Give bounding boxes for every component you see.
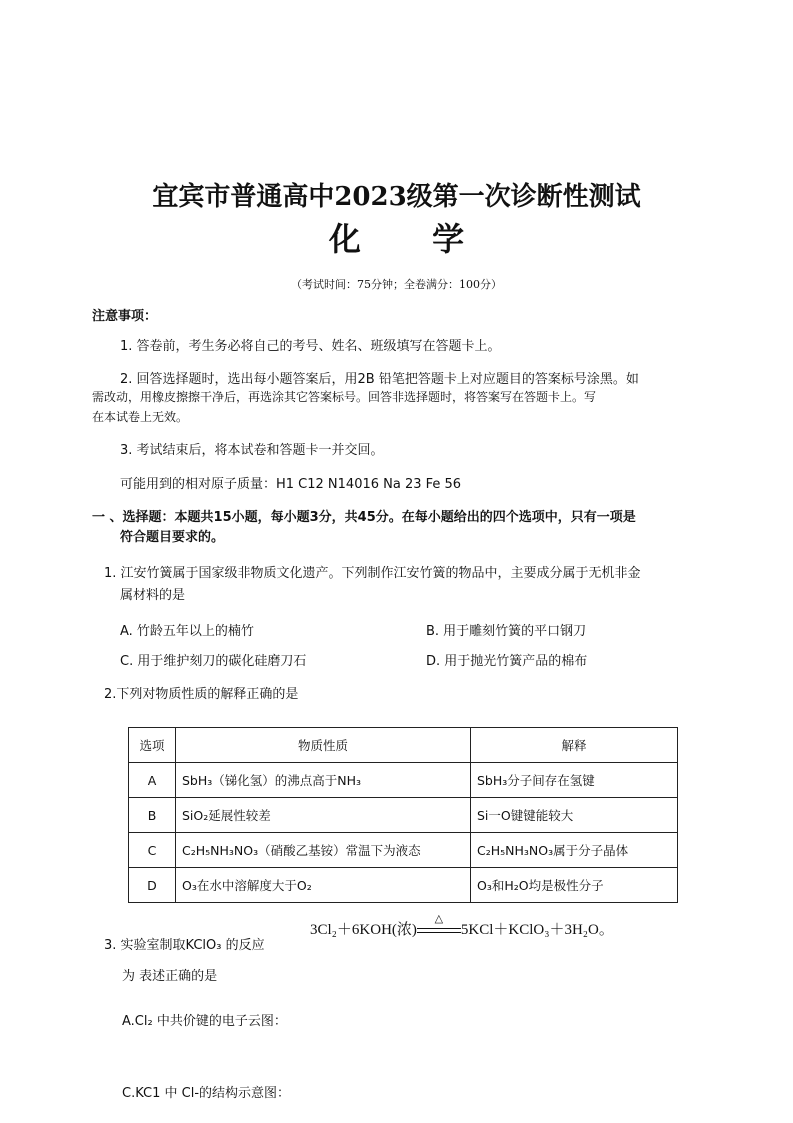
- subject-title: 化 学: [328, 220, 495, 258]
- header-option: 选项: [129, 728, 176, 763]
- notice-item-2-line-1: 2. 回答选择题时，选出每小题答案后，用2B 铅笔把答题卡上对应题目的答案标号涂黑。如: [120, 372, 639, 387]
- notice-item-2-line-2: 需改动，用橡皮擦擦干净后，再选涂其它答案标号。回答非选择题时，将答案写在答题卡上。写: [92, 390, 597, 404]
- equation-products: 5KCl＋KClO₃＋3H₂O。: [460, 922, 614, 938]
- row-explanation: C₂H₅NH₃NO₃属于分子晶体: [471, 833, 678, 868]
- q1-option-d: D. 用于抛光竹簧产品的棉布: [426, 654, 588, 669]
- row-property: C₂H₅NH₃NO₃（硝酸乙基铵）常温下为液态: [176, 833, 471, 868]
- q3-option-a: A.Cl₂ 中共价键的电子云图：: [122, 1014, 287, 1029]
- row-property: O₃在水中溶解度大于O₂: [176, 868, 471, 903]
- exam-info: （考试时间：75分钟；全卷满分：100分）: [291, 278, 502, 291]
- row-explanation: Si一O键键能较大: [471, 798, 678, 833]
- table-row: [129, 868, 678, 903]
- notice-item-3: 3. 考试结束后，将本试卷和答题卡一并交回。: [120, 443, 384, 458]
- notice-item-2-line-3: 在本试卷上无效。: [92, 410, 189, 424]
- section-1-heading-cont: 符合题目要求的。: [120, 530, 225, 545]
- table-row: [129, 833, 678, 868]
- row-property: SiO₂延展性较差: [176, 798, 471, 833]
- heat-symbol: △: [434, 913, 444, 925]
- q1-option-b: B. 用于雕刻竹簧的平口钢刀: [426, 624, 587, 639]
- q1-option-a: A. 竹龄五年以上的楠竹: [120, 624, 254, 639]
- q1-option-c: C. 用于维护刻刀的碳化硅磨刀石: [120, 654, 307, 669]
- row-option: C: [129, 833, 176, 868]
- q1-stem: 1. 江安竹簧属于国家级非物质文化遗产。下列制作江安竹簧的物品中，主要成分属于无机非金: [104, 566, 641, 581]
- exam-title: 宜宾市普通高中2023级第一次诊断性测试: [152, 182, 641, 212]
- heating-arrow: [417, 913, 461, 939]
- notice-heading: 注意事项：: [92, 309, 158, 324]
- table-row: [129, 798, 678, 833]
- row-option: B: [129, 798, 176, 833]
- row-explanation: O₃和H₂O均是极性分子: [471, 868, 678, 903]
- header-explanation: 解释: [471, 728, 678, 763]
- row-explanation: SbH₃分子间存在氢键: [471, 763, 678, 798]
- section-1-heading: 一 、选择题：本题共15小题，每小题3分，共45分。在每小题给出的四个选项中，只有一项是: [92, 510, 636, 525]
- q3-option-c: C.KC1 中 Cl-的结构示意图：: [122, 1086, 291, 1101]
- notice-item-1: 1. 答卷前，考生务必将自己的考号、姓名、班级填写在答题卡上。: [120, 339, 501, 354]
- row-option: D: [129, 868, 176, 903]
- q3-stem-cont: 为 表述正确的是: [122, 969, 218, 984]
- q2-stem: 2.下列对物质性质的解释正确的是: [104, 687, 299, 702]
- equation-reactants: 3Cl₂＋6KOH(浓): [310, 922, 417, 938]
- table-header-row: [129, 728, 678, 763]
- row-property: SbH₃（锑化氢）的沸点高于NH₃: [176, 763, 471, 798]
- q3-reaction-equation: [310, 913, 614, 939]
- q2-properties-table: [128, 727, 678, 903]
- q3-stem: 3. 实验室制取KClO₃ 的反应: [104, 938, 265, 953]
- table-row: [129, 763, 678, 798]
- header-property: 物质性质: [176, 728, 471, 763]
- atomic-masses: 可能用到的相对原子质量：H1 C12 N14016 Na 23 Fe 56: [120, 477, 462, 492]
- q1-stem-cont: 属材料的是: [120, 588, 186, 603]
- row-option: A: [129, 763, 176, 798]
